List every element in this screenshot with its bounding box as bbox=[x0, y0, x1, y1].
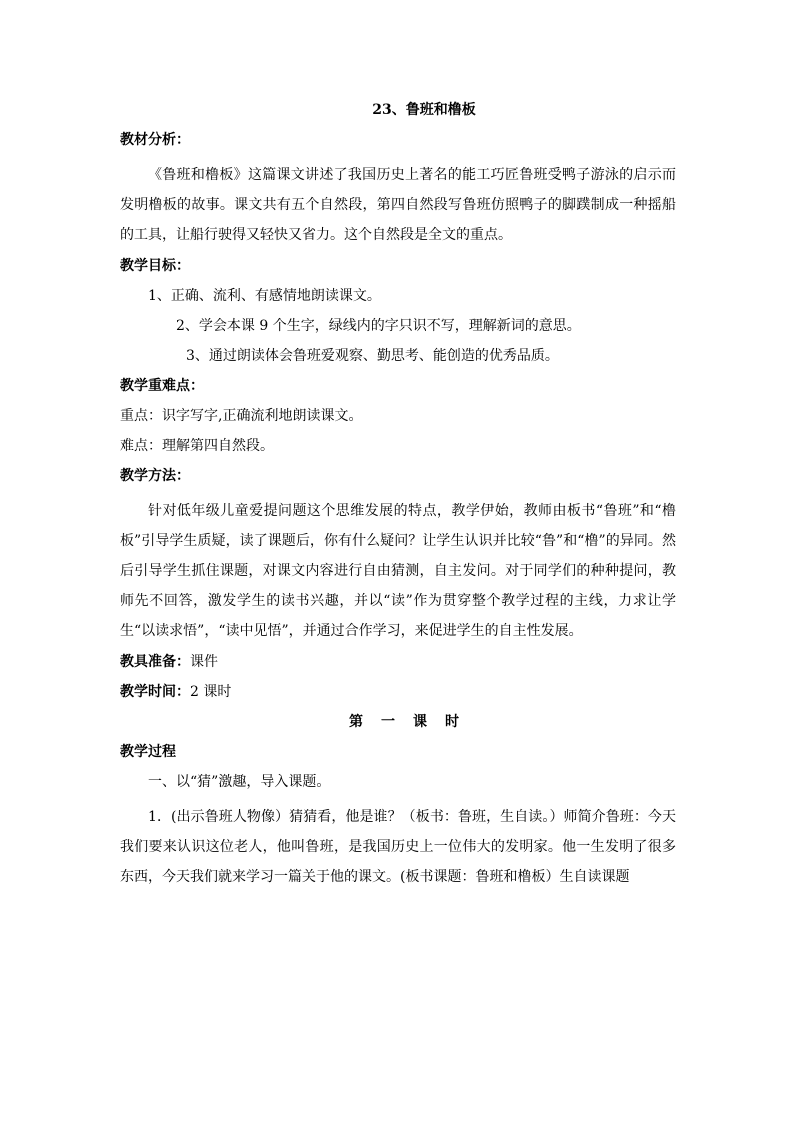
analysis-paragraph: 《鲁班和橹板》这篇课文讲述了我国历史上著名的能工巧匠鲁班受鸭子游泳的启示而发明橹板的故事。课文共有五个自然段，第四自然段写鲁班仿照鸭子的脚蹼制成一种摇船的工具，让船行驶得又轻快又省力。这个自然段是全文的重点。 bbox=[120, 167, 676, 243]
document-title: 23、鲁班和橹板 bbox=[372, 102, 476, 118]
process-paragraph-1: 1．(出示鲁班人物像）猜猜看，他是谁？（板书：鲁班，生自读。）师简介鲁班：今天我们要来认识这位老人，他叫鲁班，是我国历史上一位伟大的发明家。他一生发明了很多东西，今天我们就来学习一篇关于他的课文。(板书课题：鲁班和橹板）生自读课题 bbox=[120, 809, 676, 885]
time-value: 2 课时 bbox=[190, 684, 232, 700]
goal-item-2: 2、学会本课 9 个生字，绿线内的字只识不写，理解新词的意思。 bbox=[176, 318, 581, 334]
analysis-heading: 教材分析： bbox=[120, 132, 190, 148]
lesson-title: 第一课时 bbox=[349, 714, 477, 730]
tools-value: 课件 bbox=[190, 654, 218, 670]
process-heading: 教学过程 bbox=[120, 744, 176, 760]
keypoint-item-2: 难点：理解第四自然段。 bbox=[120, 438, 274, 454]
document-page bbox=[120, 100, 676, 894]
time-line bbox=[120, 682, 676, 702]
tools-separator: ： bbox=[176, 654, 190, 670]
tools-line bbox=[120, 652, 676, 672]
methods-paragraph: 针对低年级儿童爱提问题这个思维发展的特点，教学伊始，教师由板书“鲁班”和“橹板”引导学生质疑，读了课题后，你有什么疑问？让学生认识并比较“鲁”和“橹”的异同。然后引导学生抓住课题，对课文内容进行自由猜测，自主发问。对于同学们的种种提问，教师先不回答，激发学生的读书兴趣，并以“读”作为贯穿整个教学过程的主线，力求让学生“以读求悟”，“读中见悟”，并通过合作学习，来促进学生的自主性发展。 bbox=[120, 503, 676, 639]
goals-heading: 教学目标： bbox=[120, 258, 190, 274]
goal-item-3: 3、通过朗读体会鲁班爱观察、勤思考、能创造的优秀品质。 bbox=[186, 348, 559, 364]
time-label: 教学时间 bbox=[120, 684, 176, 700]
time-separator: ： bbox=[176, 684, 190, 700]
process-step-1: 一、以“猜”激趣，导入课题。 bbox=[148, 774, 331, 790]
goal-item-1: 1、正确、流利、有感情地朗读课文。 bbox=[148, 288, 381, 304]
keypoints-heading: 教学重难点： bbox=[120, 378, 204, 394]
tools-label: 教具准备 bbox=[120, 654, 176, 670]
methods-heading: 教学方法： bbox=[120, 468, 190, 484]
keypoint-item-1: 重点：识字写字,正确流利地朗读课文。 bbox=[120, 408, 363, 424]
